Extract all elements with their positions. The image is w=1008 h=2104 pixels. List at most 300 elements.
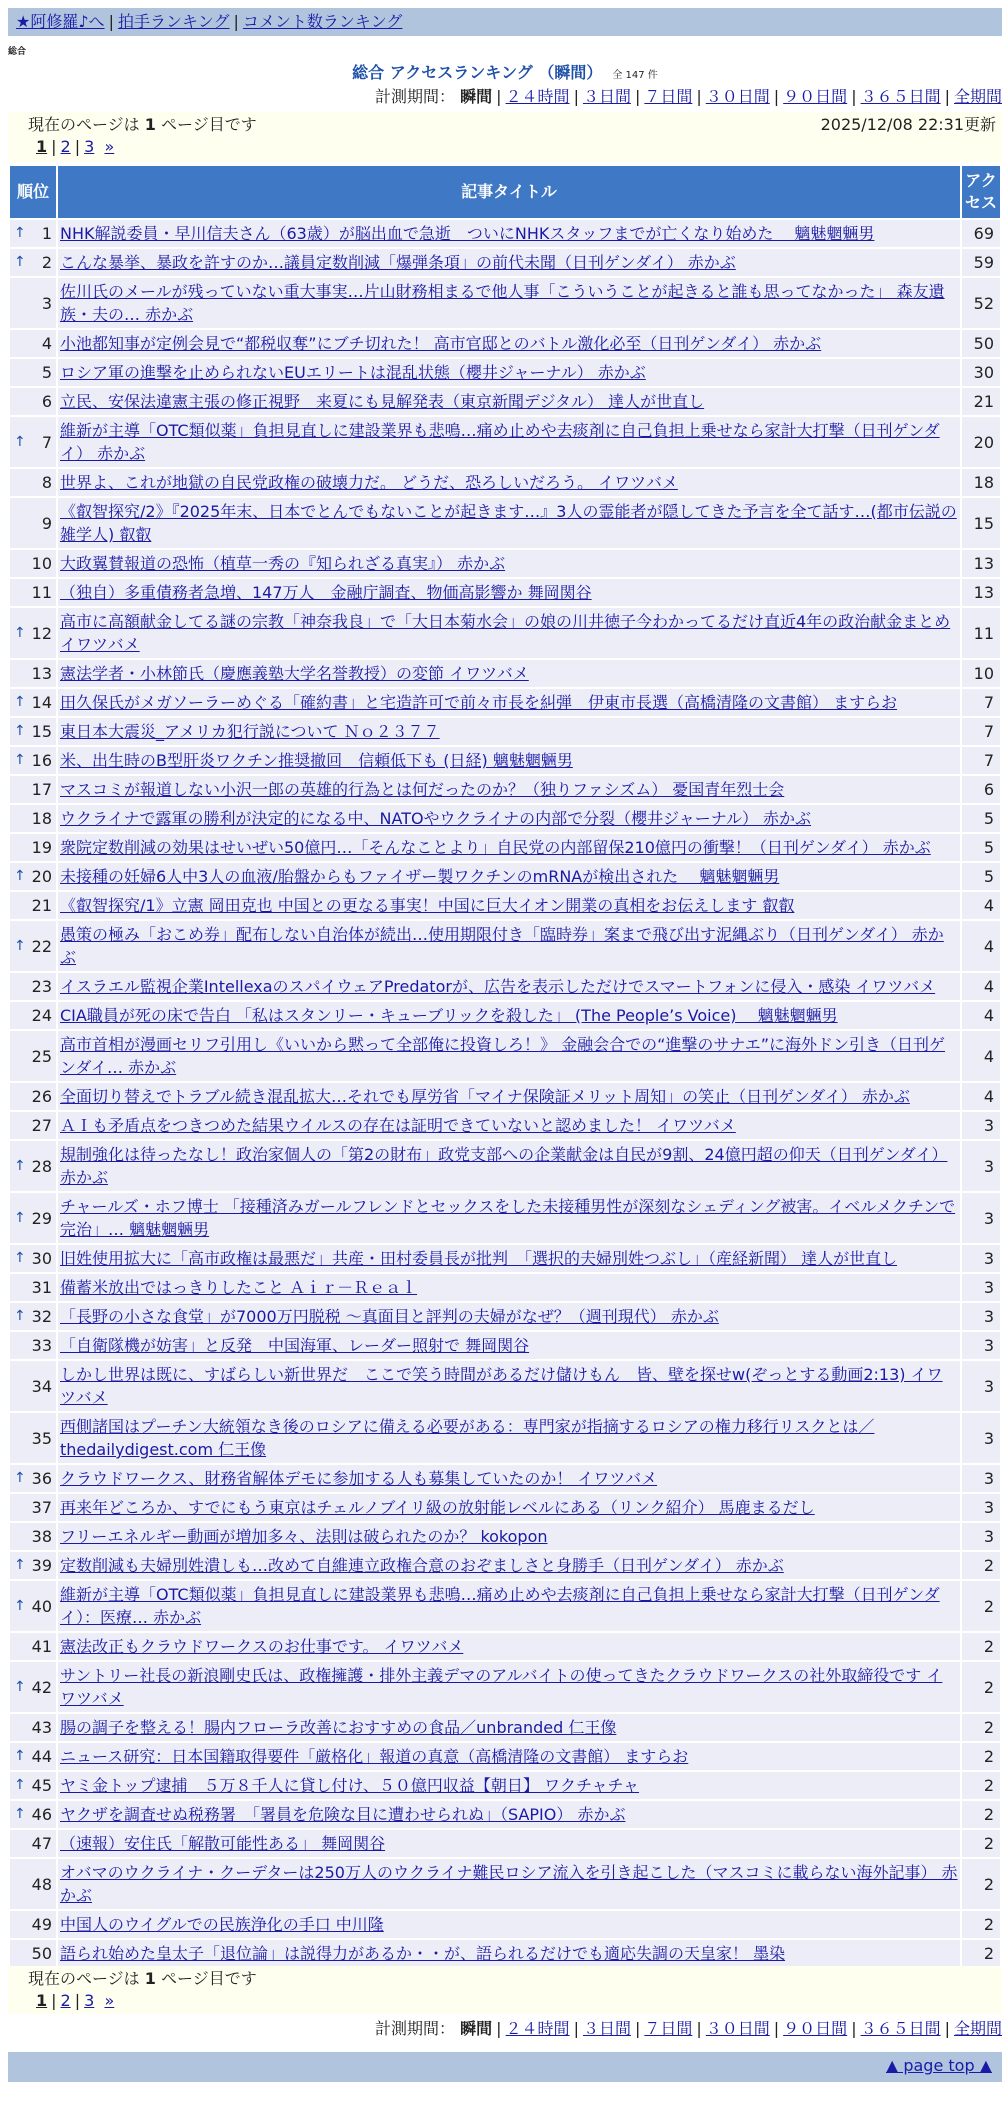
rank-cell (10, 220, 56, 247)
applause-ranking-link[interactable]: 拍手ランキング (117, 12, 230, 31)
header-access-text: アクセス (965, 171, 998, 212)
table-row (10, 1465, 1000, 1492)
rank-up-arrow-icon: ↑ (14, 1777, 26, 1793)
access-count: 5 (962, 805, 1000, 832)
title-cell (58, 550, 960, 577)
access-count: 18 (962, 469, 1000, 496)
article-title-link[interactable]: 定数削減も夫婦別姓潰しも…改めて自維連立政権合意のおぞましさと身勝手（日刊ゲンダイ） 赤かぶ (60, 1556, 784, 1575)
article-title-link[interactable]: ヤミ金トップ逮捕 ５万８千人に貸し付け、５０億円収益【朝日】 ワクチャチャ (60, 1776, 640, 1795)
title-cell (58, 1581, 960, 1631)
access-count: 3 (962, 1465, 1000, 1492)
title-cell (58, 579, 960, 606)
article-title-link[interactable]: 小池都知事が定例会見で“都税収奪”にブチ切れた！ 高市官邸とのバトル激化必至（日刊ゲンダイ） 赤かぶ (60, 334, 822, 353)
article-title-link[interactable]: 憲法学者・小林節氏（慶應義塾大学名誉教授）の変節 イワツバメ (60, 664, 529, 683)
access-count: 2 (962, 1859, 1000, 1909)
access-count: 52 (962, 278, 1000, 328)
rank-cell (10, 1303, 56, 1330)
rank-cell (10, 1332, 56, 1359)
table-row (10, 1772, 1000, 1799)
title-cell (58, 278, 960, 328)
title-cell (58, 1772, 960, 1799)
access-count: 20 (962, 417, 1000, 467)
article-title-link[interactable]: ウクライナで露軍の勝利が決定的になる中、NATOやウクライナの内部で分裂（櫻井ジャーナル） 赤かぶ (60, 809, 812, 828)
table-row (10, 834, 1000, 861)
article-title-link[interactable]: 高市に高額献金してる謎の宗教「神奈我良」で「大日本菊水会」の娘の川井徳子今わかってるだけ直近4年の政治献金まとめ イワツバメ (60, 612, 951, 654)
access-count: 3 (962, 1413, 1000, 1463)
pager-page-2[interactable]: 2 (60, 137, 71, 156)
article-title-link[interactable]: こんな暴挙、暴政を許すのか…議員定数削減「爆弾条項」の前代未聞（日刊ゲンダイ） 赤かぶ (60, 253, 736, 272)
title-cell (58, 1743, 960, 1770)
access-count: 3 (962, 1193, 1000, 1243)
rank-cell (10, 1743, 56, 1770)
table-row (10, 1633, 1000, 1660)
rank-up-arrow-icon: ↑ (14, 1678, 26, 1695)
article-title-link[interactable]: 衆院定数削減の効果はせいぜい50億円…「そんなことより」自民党の内部留保210億円の衝撃！（日刊ゲンダイ） 赤かぶ (60, 838, 931, 857)
rank-cell (10, 863, 56, 890)
article-title-link[interactable]: 高市首相が漫画セリフ引用し《いいから黙って全部俺に投資しろ！》 金融会合での“進撃のサナエ”に海外ドン引き（日刊ゲンダイ… 赤かぶ (60, 1035, 946, 1077)
article-title-link[interactable]: CIA職員が死の床で告白 「私はスタンリー・キューブリックを殺した」 (The People’s Voice) 魑魅魍魎男 (60, 1006, 838, 1025)
rank-cell (10, 1662, 56, 1712)
rank-up-arrow-icon: ↑ (14, 723, 26, 739)
table-row (10, 776, 1000, 803)
period-24h-link[interactable]: ２４時間 (505, 2019, 570, 2038)
period-all-link[interactable]: 全期間 (953, 87, 1002, 106)
article-title-link[interactable]: 憲法改正もクラウドワークスのお仕事です。 イワツバメ (60, 1637, 464, 1656)
title-cell (58, 863, 960, 890)
rank-cell (10, 776, 56, 803)
rank-cell (10, 388, 56, 415)
article-title-link[interactable]: 未接種の妊婦6人中3人の血液/胎盤からもファイザー製ワクチンのmRNAが検出された 魑魅魍魎男 (60, 867, 780, 886)
table-header-row (10, 166, 1000, 218)
rank-number: 8 (41, 473, 52, 492)
article-title-link[interactable]: 全面切り替えでトラブル続き混乱拡大…それでも厚労省「マイナ保険証メリット周知」の笑止（日刊ゲンダイ） 赤かぶ (60, 1087, 910, 1106)
rank-number: 14 (31, 693, 52, 712)
access-count: 7 (962, 747, 1000, 774)
rank-cell (10, 417, 56, 467)
rank-up-arrow-icon: ↑ (14, 868, 26, 884)
access-count: 15 (962, 498, 1000, 548)
table-row (10, 608, 1000, 658)
title-cell (58, 892, 960, 919)
article-title-link[interactable]: ロシア軍の進撃を止められないEUエリートは混乱状態（櫻井ジャーナル） 赤かぶ (60, 363, 646, 382)
ranking-body (10, 220, 1000, 1967)
rank-number: 21 (31, 896, 52, 915)
rank-cell (10, 550, 56, 577)
rank-number: 33 (31, 1336, 52, 1355)
access-count: 3 (962, 1274, 1000, 1301)
access-count: 3 (962, 1245, 1000, 1272)
rank-number: 10 (31, 554, 52, 573)
rank-cell (10, 1031, 56, 1081)
rank-number: 26 (31, 1087, 52, 1106)
rank-number: 32 (31, 1307, 52, 1326)
title-cell (58, 330, 960, 357)
table-row (10, 417, 1000, 467)
table-row (10, 1303, 1000, 1330)
access-count: 2 (962, 1911, 1000, 1938)
rank-number: 38 (31, 1527, 52, 1546)
table-row (10, 747, 1000, 774)
rank-up-arrow-icon: ↑ (14, 1470, 26, 1486)
rank-cell (10, 1361, 56, 1411)
access-count: 4 (962, 1031, 1000, 1081)
rank-number: 41 (31, 1637, 52, 1656)
bottom-bar (8, 2052, 1002, 2082)
title-cell (58, 718, 960, 745)
rank-cell (10, 608, 56, 658)
rank-up-arrow-icon: ↑ (14, 694, 26, 710)
access-count: 7 (962, 718, 1000, 745)
title-cell (58, 1801, 960, 1828)
article-title-link[interactable]: 「長野の小さな食堂」が7000万円脱税 ～真面目と評判の夫婦がなぜ？（週刊現代） 赤かぶ (60, 1307, 719, 1326)
pager-page-3[interactable]: 3 (84, 1991, 95, 2010)
article-title-link[interactable]: ヤクザを調査せぬ税務署 「署員を危険な目に遭わせられぬ」（SAPIO） 赤かぶ (60, 1805, 626, 1824)
rank-cell (10, 1801, 56, 1828)
access-count: 4 (962, 1083, 1000, 1110)
access-count: 69 (962, 220, 1000, 247)
period-7d-link[interactable]: ７日間 (644, 2019, 693, 2038)
table-row (10, 1112, 1000, 1139)
title-cell (58, 220, 960, 247)
table-row (10, 1714, 1000, 1741)
rank-up-arrow-icon: ↑ (14, 1557, 26, 1573)
title-cell (58, 608, 960, 658)
title-cell (58, 1494, 960, 1521)
rank-number: 39 (31, 1556, 52, 1575)
title-cell (58, 1141, 960, 1191)
article-title-link[interactable]: 維新が主導「OTC類似薬」負担見直しに建設業界も悲鳴…痛め止めや去痰剤に自己負担上乗せなら家計大打撃（日刊ゲンダイ） 赤かぶ (60, 421, 940, 463)
period-7d-link[interactable]: ７日間 (644, 87, 693, 106)
period-365d-link[interactable]: ３６５日間 (860, 2019, 941, 2038)
rank-number: 24 (31, 1006, 52, 1025)
rank-cell (10, 892, 56, 919)
article-title-link[interactable]: 腸の調子を整える！腸内フローラ改善におすすめの食品／unbranded 仁王像 (60, 1718, 617, 1737)
rank-cell (10, 330, 56, 357)
rank-cell (10, 660, 56, 687)
rank-cell (10, 359, 56, 386)
article-title-link[interactable]: オバマのウクライナ・クーデターは250万人のウクライナ難民ロシア流入を引き起こした（マスコミに載らない海外記事） 赤かぶ (60, 1863, 958, 1905)
table-row (10, 1801, 1000, 1828)
article-title-link[interactable]: 旧姓使用拡大に「高市政権は最悪だ」共産・田村委員長が批判 「選択的夫婦別姓つぶし」（産経新聞） 達人が世直し (60, 1249, 898, 1268)
period-24h-link[interactable]: ２４時間 (505, 87, 570, 106)
access-count: 59 (962, 249, 1000, 276)
rank-up-arrow-icon: ↑ (14, 1209, 26, 1226)
page-status-suffix: ページ目です (161, 115, 257, 134)
table-row (10, 973, 1000, 1000)
article-title-link[interactable]: 《叡智探究/2》『2025年末、日本でとんでもないことが起きます…』3人の霊能者が隠してきた予言を全て話す…(都市伝説の雑学人) 叡叡 (60, 502, 957, 544)
table-row (10, 1031, 1000, 1081)
access-count: 2 (962, 1830, 1000, 1857)
access-count: 4 (962, 892, 1000, 919)
rank-number: 50 (31, 1944, 52, 1963)
rank-cell (10, 1911, 56, 1938)
access-count: 3 (962, 1303, 1000, 1330)
article-title-link[interactable]: しかし世界は既に、すばらしい新世界だ ここで笑う時間があるだけ儲けもん 皆、壁を探せw(ぞっとする動画2:13) イワツバメ (60, 1365, 943, 1407)
table-row (10, 359, 1000, 386)
title-cell (58, 1112, 960, 1139)
rank-cell (10, 469, 56, 496)
rank-number: 36 (31, 1469, 52, 1488)
rank-number: 31 (31, 1278, 52, 1297)
title-cell (58, 1552, 960, 1579)
home-link[interactable]: ★阿修羅♪へ (16, 12, 105, 31)
rank-cell (10, 921, 56, 971)
article-title-link[interactable]: 「自衛隊機が妨害」と反発 中国海軍、レーダー照射で 舞岡関谷 (60, 1336, 530, 1355)
title-cell (58, 1274, 960, 1301)
article-title-link[interactable]: 田久保氏がメガソーラーめぐる「確約書」と宅造許可で前々市長を糾弾 伊東市長選（高橋清隆の文書館） ますらお (60, 693, 898, 712)
title-cell (58, 498, 960, 548)
article-title-link[interactable]: クラウドワークス、財務省解体デモに参加する人も募集していたのか！ イワツバメ (60, 1469, 658, 1488)
page-title-text: 総合 アクセスランキング （瞬間） (352, 63, 603, 82)
page-top-link[interactable]: ▲ page top ▲ (885, 2056, 992, 2075)
access-count: 2 (962, 1772, 1000, 1799)
title-cell (58, 469, 960, 496)
article-title-link[interactable]: 米、出生時のB型肝炎ワクチン推奨撤回 信頼低下も (日経) 魑魅魍魎男 (60, 751, 573, 770)
table-row (10, 579, 1000, 606)
rank-number: 37 (31, 1498, 52, 1517)
access-count: 21 (962, 388, 1000, 415)
table-row (10, 1743, 1000, 1770)
article-title-link[interactable]: 世界よ、これが地獄の自民党政権の破壊力だ。 どうだ、恐ろしいだろう。 イワツバメ (60, 473, 678, 492)
title-cell (58, 1662, 960, 1712)
rank-up-arrow-icon: ↑ (14, 433, 26, 450)
rank-number: 44 (31, 1747, 52, 1766)
title-cell (58, 1523, 960, 1550)
period-label: 計測期間： (375, 87, 456, 106)
rank-number: 45 (31, 1776, 52, 1795)
pager-current: 1 (36, 137, 48, 156)
title-cell (58, 689, 960, 716)
rank-number: 22 (31, 936, 52, 956)
table-row (10, 1274, 1000, 1301)
pager-next[interactable]: » (104, 1991, 115, 2010)
page-info-bottom (8, 1966, 1002, 2014)
access-count: 10 (962, 660, 1000, 687)
article-title-link[interactable]: 佐川氏のメールが残っていない重大事実…片山財務相まるで他人事「こういうことが起きると誰も思ってなかった」 森友遺族・夫の… 赤かぶ (60, 282, 945, 324)
period-90d-link[interactable]: ９０日間 (783, 87, 848, 106)
article-title-link[interactable]: 愚策の極み「おこめ券」配布しない自治体が続出…使用期限付き「臨時券」案まで飛び出す泥縄ぶり（日刊ゲンダイ） 赤かぶ (60, 925, 944, 967)
access-count: 2 (962, 1633, 1000, 1660)
rank-up-arrow-icon: ↑ (14, 1308, 26, 1324)
period-30d-link[interactable]: ３０日間 (705, 87, 770, 106)
table-row (10, 498, 1000, 548)
rank-cell (10, 1830, 56, 1857)
period-30d-link[interactable]: ３０日間 (705, 2019, 770, 2038)
rank-cell (10, 1274, 56, 1301)
table-row (10, 1361, 1000, 1411)
table-row (10, 469, 1000, 496)
period-label: 計測期間： (375, 2019, 456, 2038)
table-row (10, 1552, 1000, 1579)
rank-number: 16 (31, 751, 52, 770)
access-count: 2 (962, 1581, 1000, 1631)
title-cell (58, 1911, 960, 1938)
rank-number: 49 (31, 1915, 52, 1934)
article-title-link[interactable]: 西側諸国はプーチン大統領なき後のロシアに備える必要がある：専門家が指摘するロシアの権力移行リスクとは／thedailydigest.com 仁王像 (60, 1417, 875, 1459)
title-cell (58, 747, 960, 774)
rank-cell (10, 1772, 56, 1799)
table-row (10, 550, 1000, 577)
table-row (10, 1581, 1000, 1631)
title-cell (58, 1361, 960, 1411)
pager-bottom: 1 | 2 | 3 » (36, 1991, 115, 2010)
article-title-link[interactable]: 東日本大震災_アメリカ犯行説について Ｎｏ２３７７ (60, 722, 440, 741)
rank-number: 27 (31, 1116, 52, 1135)
table-row (10, 388, 1000, 415)
access-count: 13 (962, 550, 1000, 577)
title-cell (58, 805, 960, 832)
rank-number: 34 (31, 1376, 52, 1396)
rank-up-arrow-icon: ↑ (14, 752, 26, 768)
period-90d-link[interactable]: ９０日間 (783, 2019, 848, 2038)
title-cell (58, 1031, 960, 1081)
article-title-link[interactable]: チャールズ・ホフ博士 「接種済みガールフレンドとセックスをした未接種男性が深刻なシェディング被害。イベルメクチンで完治」… 魑魅魍魎男 (60, 1197, 956, 1239)
rank-cell (10, 278, 56, 328)
rank-cell (10, 1714, 56, 1741)
rank-number: 35 (31, 1428, 52, 1448)
title-cell (58, 1303, 960, 1330)
rank-cell (10, 1523, 56, 1550)
rank-cell (10, 1633, 56, 1660)
table-row (10, 1662, 1000, 1712)
rank-number: 1 (41, 224, 52, 243)
access-count: 4 (962, 921, 1000, 971)
rank-number: 46 (31, 1805, 52, 1824)
period-current: 瞬間 (460, 87, 493, 106)
rank-number: 4 (41, 334, 52, 353)
title-cell (58, 1714, 960, 1741)
rank-cell (10, 747, 56, 774)
article-title-link[interactable]: 維新が主導「OTC類似薬」負担見直しに建設業界も悲鳴…痛め止めや去痰剤に自己負担上乗せなら家計大打撃（日刊ゲンダイ）：医療… 赤かぶ (60, 1585, 940, 1627)
rank-up-arrow-icon: ↑ (14, 1250, 26, 1266)
period-all-link[interactable]: 全期間 (953, 2019, 1002, 2038)
article-title-link[interactable]: マスコミが報道しない小沢一郎の英雄的行為とは何だったのか？（独りファシズム） 憂国青年烈士会 (60, 780, 785, 799)
header-title: 記事タイトル (58, 166, 960, 218)
table-row (10, 1332, 1000, 1359)
table-row (10, 1830, 1000, 1857)
article-title-link[interactable]: 語られ始めた皇太子「退位論」は説得力があるか・・が、語られるだけでも適応失調の天皇家！ 墨染 (60, 1944, 786, 1963)
access-count: 7 (962, 689, 1000, 716)
title-cell (58, 417, 960, 467)
table-row (10, 1141, 1000, 1191)
access-count: 3 (962, 1523, 1000, 1550)
rank-number: 13 (31, 664, 52, 683)
table-row (10, 660, 1000, 687)
rank-up-arrow-icon: ↑ (14, 1806, 26, 1822)
period-3d-link[interactable]: ３日間 (582, 87, 631, 106)
period-selector-top: 計測期間： 瞬間 | ２４時間 | ３日間 | ７日間 | ３０日間 | ９０日間 | ３６５日間 | 全期間 (375, 87, 1002, 106)
rank-up-arrow-icon: ↑ (14, 624, 26, 641)
access-count: 30 (962, 359, 1000, 386)
title-cell (58, 1002, 960, 1029)
rank-number: 30 (31, 1249, 52, 1268)
article-title-link[interactable]: （独自）多重債務者急増、147万人 金融庁調査、物価高影響か 舞岡関谷 (60, 583, 592, 602)
rank-cell (10, 1193, 56, 1243)
article-title-link[interactable]: サントリー社長の新浪剛史氏は、政権擁護・排外主義デマのアルバイトの使ってきたクラウドワークスの社外取締役です イワツバメ (60, 1666, 943, 1708)
page-status-bottom (28, 1968, 992, 1990)
pager-page-3[interactable]: 3 (84, 137, 95, 156)
access-count: 4 (962, 1002, 1000, 1029)
article-title-link[interactable]: 《叡智探究/1》立憲 岡田克也 中国との更なる事実！中国に巨大イオン開業の真相をお伝えします 叡叡 (60, 896, 795, 915)
access-count: 11 (962, 608, 1000, 658)
title-cell (58, 1859, 960, 1909)
title-cell (58, 1245, 960, 1272)
title-cell (58, 834, 960, 861)
article-title-link[interactable]: 大政翼賛報道の恐怖（植草一秀の『知られざる真実』） 赤かぶ (60, 554, 506, 573)
rank-cell (10, 834, 56, 861)
article-title-link[interactable]: 規制強化は待ったなし！政治家個人の「第2の財布」政党支部への企業献金は自民が9割、24億円超の仰天（日刊ゲンダイ） 赤かぶ (60, 1145, 948, 1187)
rank-number: 6 (41, 392, 52, 411)
table-row (10, 1494, 1000, 1521)
rank-number: 29 (31, 1208, 52, 1228)
access-count: 6 (962, 776, 1000, 803)
rank-number: 19 (31, 838, 52, 857)
article-title-link[interactable]: ニュース研究：日本国籍取得要件「厳格化」報道の真意（高橋清隆の文書館） ますらお (60, 1747, 689, 1766)
rank-cell (10, 718, 56, 745)
access-count: 2 (962, 1801, 1000, 1828)
comment-ranking-link[interactable]: コメント数ランキング (242, 12, 403, 31)
rank-cell (10, 689, 56, 716)
rank-number: 15 (31, 722, 52, 741)
title-cell (58, 1332, 960, 1359)
article-title-link[interactable]: （速報）安住氏「解散可能性ある」 舞岡関谷 (60, 1834, 386, 1853)
article-title-link[interactable]: 中国人のウイグルでの民族浄化の手口 中川隆 (60, 1915, 384, 1934)
pager-next[interactable]: » (104, 137, 115, 156)
article-title-link[interactable]: 再来年どころか、すでにもう東京はチェルノブイリ級の放射能レベルにある（リンク紹介） 馬鹿まるだし (60, 1498, 815, 1517)
title-cell (58, 1193, 960, 1243)
rank-number: 17 (31, 780, 52, 799)
access-count: 2 (962, 1662, 1000, 1712)
rank-up-arrow-icon: ↑ (14, 1748, 26, 1764)
access-count: 3 (962, 1332, 1000, 1359)
rank-up-arrow-icon: ↑ (14, 937, 26, 954)
ranking-table (8, 164, 1002, 1969)
header-rank (10, 166, 56, 218)
pager-page-2[interactable]: 2 (60, 1991, 71, 2010)
article-title-link[interactable]: NHK解説委員・早川信夫さん（63歳）が脳出血で急逝 ついにNHKスタッフまでが亡くなり始めた 魑魅魍魎男 (60, 224, 875, 243)
rank-cell (10, 579, 56, 606)
rank-cell (10, 1083, 56, 1110)
table-row (10, 863, 1000, 890)
period-3d-link[interactable]: ３日間 (582, 2019, 631, 2038)
title-cell (58, 973, 960, 1000)
rank-number: 40 (31, 1596, 52, 1616)
rank-number: 3 (41, 293, 52, 313)
table-row (10, 892, 1000, 919)
table-row (10, 921, 1000, 971)
rank-number: 25 (31, 1046, 52, 1066)
article-title-link[interactable]: 備蓄米放出ではっきりしたこと Ａｉｒ－Ｒｅａｌ (60, 1278, 418, 1297)
article-title-link[interactable]: ＡＩも矛盾点をつきつめた結果ウイルスの存在は証明できていないと認めました！ イワツバメ (60, 1116, 736, 1135)
page-status-suffix: ページ目です (161, 1969, 257, 1988)
table-row (10, 805, 1000, 832)
title-cell (58, 921, 960, 971)
period-365d-link[interactable]: ３６５日間 (860, 87, 941, 106)
rank-number: 42 (31, 1677, 52, 1697)
pager-top: 1 | 2 | 3 » (36, 137, 115, 156)
access-count: 2 (962, 1940, 1000, 1967)
table-row (10, 1193, 1000, 1243)
rank-number: 18 (31, 809, 52, 828)
article-title-link[interactable]: フリーエネルギー動画が増加多々、法則は破られたのか？ kokopon (60, 1527, 548, 1546)
access-count: 2 (962, 1743, 1000, 1770)
table-row (10, 1911, 1000, 1938)
nav-separator: | (233, 12, 239, 31)
article-title-link[interactable]: 立民、安保法違憲主張の修正視野 来夏にも見解発表（東京新聞デジタル） 達人が世直し (60, 392, 705, 411)
title-cell (58, 249, 960, 276)
article-title-link[interactable]: イスラエル監視企業IntellexaのスパイウェアPredatorが、広告を表示しただけでスマートフォンに侵入・感染 イワツバメ (60, 977, 936, 996)
top-nav-bar (8, 8, 1002, 36)
